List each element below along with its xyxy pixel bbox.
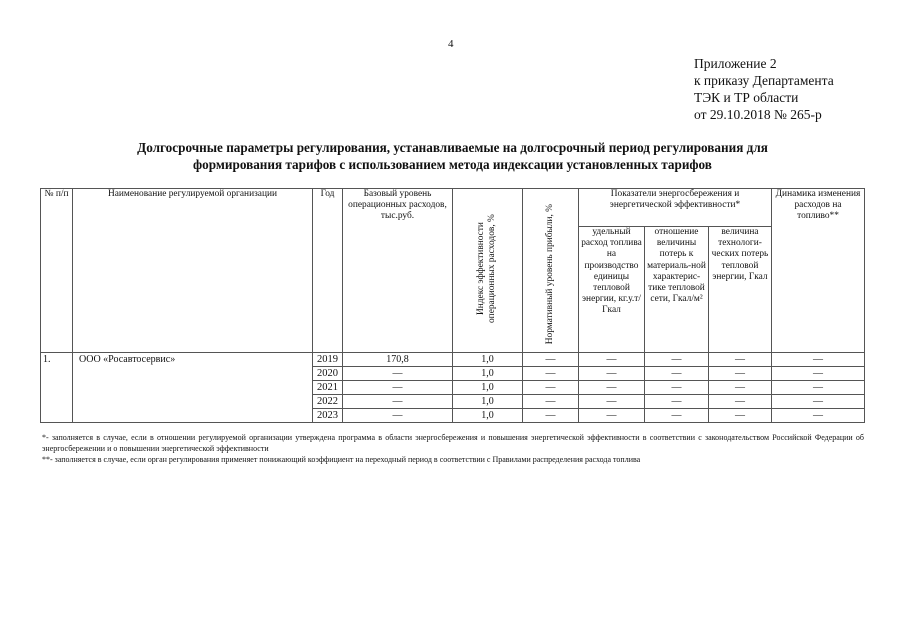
table-row <box>41 353 865 367</box>
cell-profit-level: — <box>523 353 579 367</box>
cell-fuel-dynamics: — <box>772 367 865 381</box>
cell-specific-fuel: — <box>579 409 645 423</box>
cell-tech-losses: — <box>709 395 772 409</box>
cell-loss-ratio: — <box>645 367 709 381</box>
header-profit-level-text: Нормативный уровень прибыли, % <box>544 203 555 344</box>
cell-loss-ratio: — <box>645 409 709 423</box>
page-number: 4 <box>448 38 454 50</box>
header-tech-losses: величина технологи-ческих потерь тепловой энергии, Гкал <box>709 227 772 353</box>
header-fuel-dynamics: Динамика изменения расходов на топливо** <box>772 189 865 353</box>
title-line-1: Долгосрочные параметры регулирования, устанавливаемые на долгосрочный период регулирования для <box>137 140 768 155</box>
appendix-line-4: от 29.10.2018 № 265-р <box>694 107 822 122</box>
cell-fuel-dynamics: — <box>772 353 865 367</box>
cell-specific-fuel: — <box>579 381 645 395</box>
cell-tech-losses: — <box>709 409 772 423</box>
cell-efficiency-index: 1,0 <box>453 395 523 409</box>
cell-base-level: 170,8 <box>343 353 453 367</box>
header-efficiency-index <box>453 189 523 353</box>
cell-year: 2023 <box>313 409 343 423</box>
header-specific-fuel: удельный расход топлива на производство единицы тепловой энергии, кг.у.т/Гкал <box>579 227 645 353</box>
cell-tech-losses: — <box>709 381 772 395</box>
footnote-2: **- заполняется в случае, если орган регулирования применяет понижающий коэффициент на переходный период в соответствии с Правилами распределения расхода топлива <box>42 455 641 464</box>
cell-efficiency-index: 1,0 <box>453 409 523 423</box>
org-number: 1. <box>41 353 73 423</box>
appendix-block <box>694 55 834 123</box>
cell-fuel-dynamics: — <box>772 409 865 423</box>
cell-tech-losses: — <box>709 353 772 367</box>
cell-profit-level: — <box>523 395 579 409</box>
cell-specific-fuel: — <box>579 367 645 381</box>
header-efficiency-index-text: Индекс эффективности операционных расходов, % <box>476 214 498 324</box>
cell-base-level: — <box>343 367 453 381</box>
cell-specific-fuel: — <box>579 395 645 409</box>
header-indicators: Показатели энергосбережения и энергетической эффективности* <box>579 189 772 227</box>
cell-loss-ratio: — <box>645 353 709 367</box>
cell-year: 2019 <box>313 353 343 367</box>
header-base-level: Базовый уровень операционных расходов, тыс.руб. <box>343 189 453 353</box>
cell-profit-level: — <box>523 381 579 395</box>
title-line-2: формирования тарифов с использованием метода индексации установленных тарифов <box>193 157 712 172</box>
header-loss-ratio: отношение величины потерь к материаль-ной характерис-тике тепловой сети, Гкал/м² <box>645 227 709 353</box>
cell-efficiency-index: 1,0 <box>453 381 523 395</box>
header-organization: Наименование регулируемой организации <box>73 189 313 353</box>
cell-efficiency-index: 1,0 <box>453 353 523 367</box>
header-profit-level <box>523 189 579 353</box>
document-title <box>60 139 845 173</box>
cell-fuel-dynamics: — <box>772 395 865 409</box>
cell-year: 2022 <box>313 395 343 409</box>
appendix-line-3: ТЭК и ТР области <box>694 90 799 105</box>
cell-year: 2021 <box>313 381 343 395</box>
cell-base-level: — <box>343 381 453 395</box>
cell-base-level: — <box>343 395 453 409</box>
appendix-line-1: Приложение 2 <box>694 56 777 71</box>
footnotes <box>42 432 864 465</box>
footnote-1: *- заполняется в случае, если в отношении регулируемой организации утверждена программа в области энергосбережения и повышения энергетической эффективности в соответствии с законодательством Российской Федерации об энергосбережении и о повышении энергетической эффективности <box>42 433 864 453</box>
cell-efficiency-index: 1,0 <box>453 367 523 381</box>
org-name: ООО «Росавтосервис» <box>73 353 313 423</box>
cell-profit-level: — <box>523 367 579 381</box>
cell-loss-ratio: — <box>645 381 709 395</box>
cell-profit-level: — <box>523 409 579 423</box>
cell-loss-ratio: — <box>645 395 709 409</box>
cell-tech-losses: — <box>709 367 772 381</box>
parameters-table <box>40 188 865 423</box>
appendix-line-2: к приказу Департамента <box>694 73 834 88</box>
cell-year: 2020 <box>313 367 343 381</box>
cell-fuel-dynamics: — <box>772 381 865 395</box>
header-year: Год <box>313 189 343 353</box>
header-num: № п/п <box>41 189 73 353</box>
cell-specific-fuel: — <box>579 353 645 367</box>
cell-base-level: — <box>343 409 453 423</box>
